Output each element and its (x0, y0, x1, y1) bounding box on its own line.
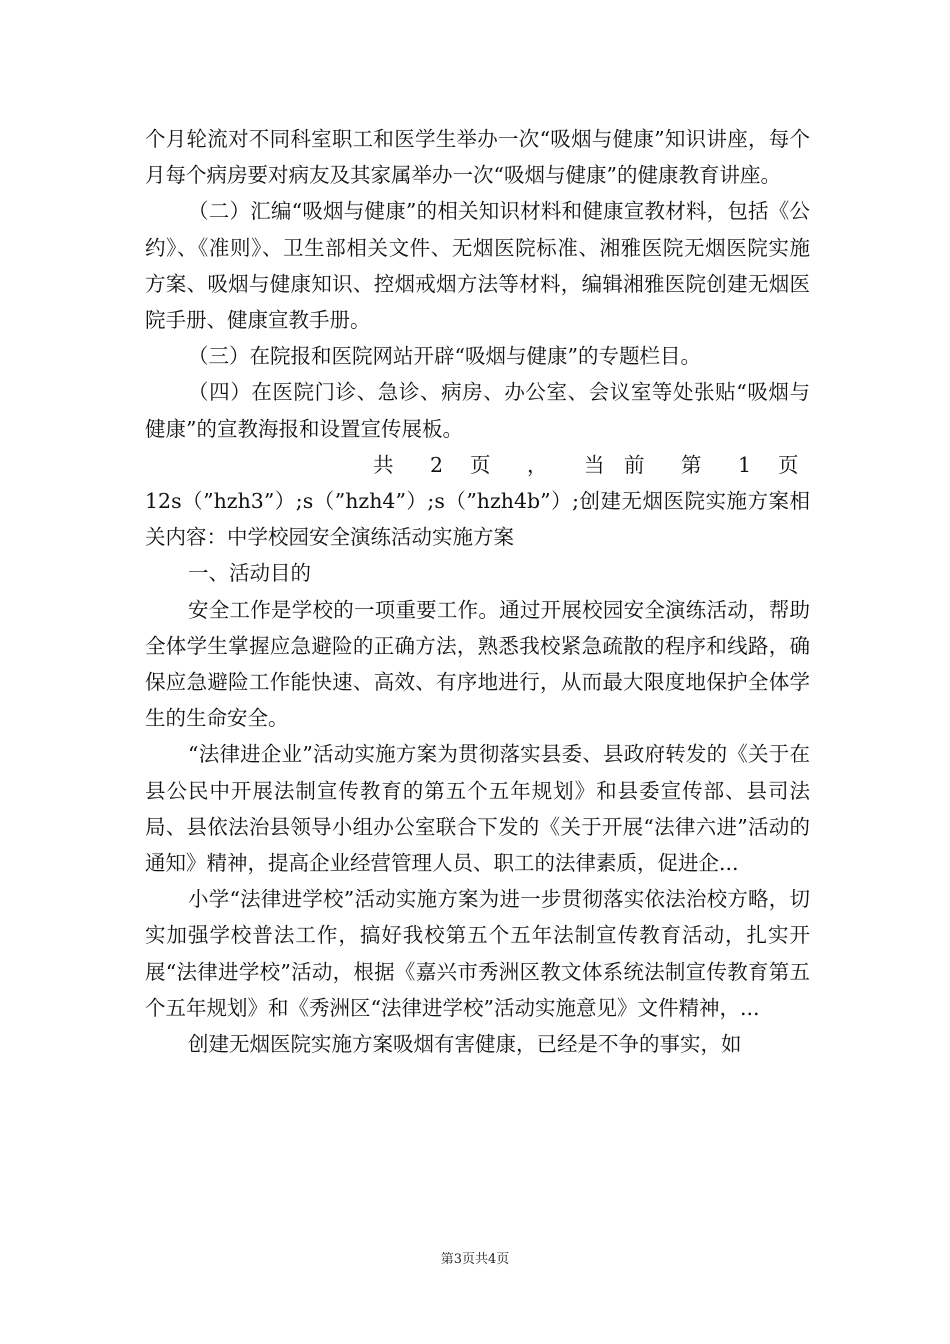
marker-char: 1 (738, 452, 752, 477)
body-text (145, 121, 810, 1062)
marker-char: 第 (681, 452, 702, 477)
paragraph-1: 个月轮流对不同科室职工和医学生举办一次“吸烟与健康”知识讲座，每个月每个病房要对病友及其家属举办一次“吸烟与健康”的健康教育讲座。 (145, 127, 810, 188)
page-footer: 第3页共4页 (440, 1252, 510, 1267)
paragraph-8: 小学“法律进学校”活动实施方案为进一步贯彻落实依法治校方略，切实加强学校普法工作，搞好我校第五个五年法制宣传教育活动，扎实开展“法律进学校”活动，根据《嘉兴市秀洲区教文体系统法制宣传教育第五个五年规划》和《秀洲区“法律进学校”活动实施意见》文件精神，... (145, 887, 810, 1020)
paragraph-9: 创建无烟医院实施方案吸烟有害健康，已经是不争的事实，如 (188, 1032, 742, 1057)
paragraph-7: “法律进企业”活动实施方案为贯彻落实县委、县政府转发的《关于在县公民中开展法制宣传教育的第五个五年规划》和县委宣传部、县司法局、县依法治县领导小组办公室联合下发的《关于开展“法律六进”活动的通知》精神，提高企业经营管理人员、职工的法律素质，促进企... (145, 742, 810, 876)
marker-char: 当 (584, 452, 605, 477)
paragraph-5: 12s（”hzh3”）;s（”hzh4”）;s（”hzh4b”）;创建无烟医院实施方案相关内容：中学校园安全演练活动实施方案 (145, 489, 810, 550)
paragraph-4: （四）在医院门诊、急诊、病房、办公室、会议室等处张贴“吸烟与健康”的宣教海报和设置宣传展板。 (145, 380, 810, 441)
marker-char: 页 (778, 452, 799, 477)
marker-char: 共 (373, 452, 394, 477)
paragraph-2: （二）汇编“吸烟与健康”的相关知识材料和健康宣教材料，包括《公约》、《准则》、卫生部相关文件、无烟医院标准、湘雅医院无烟医院实施方案、吸烟与健康知识、控烟戒烟方法等材料，编辑湘雅医院创建无烟医院手册、健康宣教手册。 (145, 199, 810, 333)
page-count-marker (145, 447, 810, 483)
section-heading: 一、活动目的 (188, 561, 312, 586)
marker-char: 前 (624, 452, 645, 477)
marker-char: 2 (430, 452, 444, 477)
paragraph-3: （三）在院报和医院网站开辟“吸烟与健康”的专题栏目。 (188, 344, 702, 369)
paragraph-6: 安全工作是学校的一项重要工作。通过开展校园安全演练活动，帮助全体学生掌握应急避险的正确方法，熟悉我校紧急疏散的程序和线路，确保应急避险工作能快速、高效、有序地进行，从而最大限度地保护全体学生的生命安全。 (145, 597, 810, 731)
marker-char: ， (527, 452, 548, 477)
marker-char: 页 (470, 452, 491, 477)
